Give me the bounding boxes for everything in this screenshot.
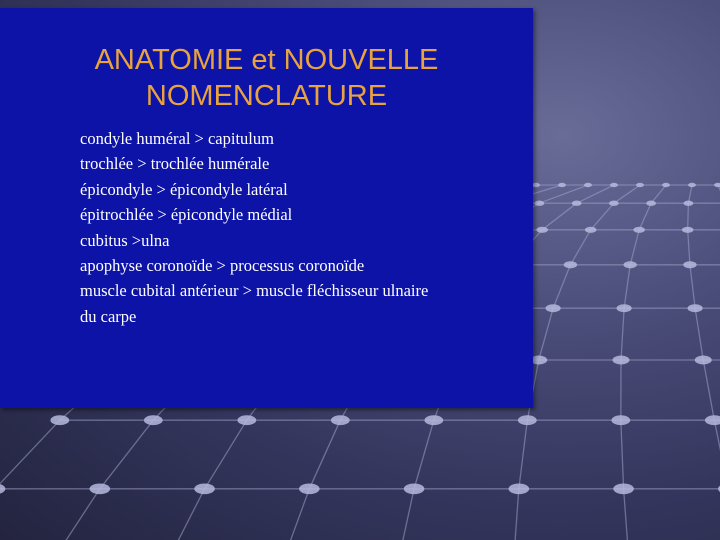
grid-line bbox=[624, 265, 630, 308]
grid-line bbox=[49, 489, 100, 540]
grid-dot bbox=[617, 304, 632, 312]
grid-line bbox=[651, 185, 666, 203]
grid-line bbox=[688, 203, 689, 230]
grid-dot bbox=[509, 483, 530, 494]
grid-dot bbox=[695, 356, 712, 365]
grid-line bbox=[309, 420, 340, 489]
grid-dot bbox=[404, 483, 425, 494]
grid-line bbox=[639, 203, 651, 230]
list-item: épitrochlée > épicondyle médial bbox=[80, 205, 293, 225]
grid-line bbox=[614, 185, 640, 203]
grid-dot bbox=[50, 415, 69, 425]
grid-dot bbox=[536, 227, 548, 233]
grid-dot bbox=[299, 483, 320, 494]
grid-dot bbox=[331, 415, 350, 425]
grid-dot bbox=[144, 415, 163, 425]
grid-dot bbox=[585, 227, 597, 233]
grid-line bbox=[519, 420, 527, 489]
grid-line bbox=[414, 420, 434, 489]
grid-line bbox=[570, 230, 590, 265]
grid-dot bbox=[572, 201, 582, 206]
grid-line bbox=[624, 489, 630, 540]
grid-dot bbox=[636, 183, 644, 187]
grid-line bbox=[591, 203, 614, 230]
grid-dot bbox=[532, 183, 540, 187]
grid-line bbox=[100, 420, 153, 489]
grid-line bbox=[703, 360, 714, 420]
grid-line bbox=[553, 265, 570, 308]
list-item: trochlée > trochlée humérale bbox=[80, 154, 270, 174]
slide-panel bbox=[0, 8, 533, 408]
grid-dot bbox=[688, 304, 703, 312]
grid-line bbox=[714, 420, 720, 489]
list-item: cubitus >ulna bbox=[80, 230, 170, 250]
grid-dot bbox=[714, 183, 720, 187]
grid-dot bbox=[194, 483, 215, 494]
list-item: du carpe bbox=[80, 306, 137, 326]
grid-dot bbox=[633, 227, 645, 233]
grid-line bbox=[397, 489, 414, 540]
grid-dot bbox=[662, 183, 670, 187]
grid-line bbox=[688, 230, 690, 265]
grid-line bbox=[690, 265, 695, 308]
grid-dot bbox=[705, 415, 720, 425]
grid-dot bbox=[610, 183, 618, 187]
grid-line bbox=[630, 230, 639, 265]
grid-dot bbox=[613, 356, 630, 365]
slide-title bbox=[0, 42, 533, 114]
grid-line bbox=[621, 308, 624, 360]
list-item: épicondyle > épicondyle latéral bbox=[80, 179, 288, 199]
slide-title-line-1: ANATOMIE et NOUVELLE bbox=[94, 44, 439, 76]
grid-line bbox=[0, 420, 60, 489]
list-item: muscle cubital antérieur > muscle fléchisseur ulnaire bbox=[80, 281, 429, 301]
grid-dot bbox=[682, 227, 694, 233]
grid-dot bbox=[683, 201, 693, 206]
grid-dot bbox=[558, 183, 566, 187]
grid-line bbox=[621, 420, 624, 489]
grid-dot bbox=[646, 201, 656, 206]
grid-line bbox=[281, 489, 309, 540]
grid-dot bbox=[584, 183, 592, 187]
grid-dot bbox=[518, 415, 537, 425]
grid-dot bbox=[613, 483, 634, 494]
grid-line bbox=[695, 308, 703, 360]
grid-dot bbox=[623, 261, 636, 268]
nomenclature-list bbox=[80, 126, 428, 329]
grid-line bbox=[539, 308, 553, 360]
grid-dot bbox=[688, 183, 696, 187]
slide-title-line-2: NOMENCLATURE bbox=[145, 80, 388, 112]
list-item: condyle huméral > capitulum bbox=[80, 129, 274, 148]
grid-line bbox=[165, 489, 204, 540]
grid-dot bbox=[424, 415, 443, 425]
grid-dot bbox=[546, 304, 561, 312]
grid-dot bbox=[534, 201, 544, 206]
grid-line bbox=[205, 420, 247, 489]
grid-line bbox=[688, 185, 692, 203]
grid-dot bbox=[683, 261, 696, 268]
grid-dot bbox=[564, 261, 577, 268]
grid-line bbox=[539, 185, 588, 203]
grid-dot bbox=[90, 483, 111, 494]
list-item: apophyse coronoïde > processus coronoïde bbox=[80, 256, 365, 276]
grid-dot bbox=[611, 415, 630, 425]
grid-dot bbox=[609, 201, 619, 206]
grid-line bbox=[513, 489, 519, 540]
grid-dot bbox=[0, 483, 5, 494]
grid-dot bbox=[237, 415, 256, 425]
grid-line bbox=[542, 203, 576, 230]
